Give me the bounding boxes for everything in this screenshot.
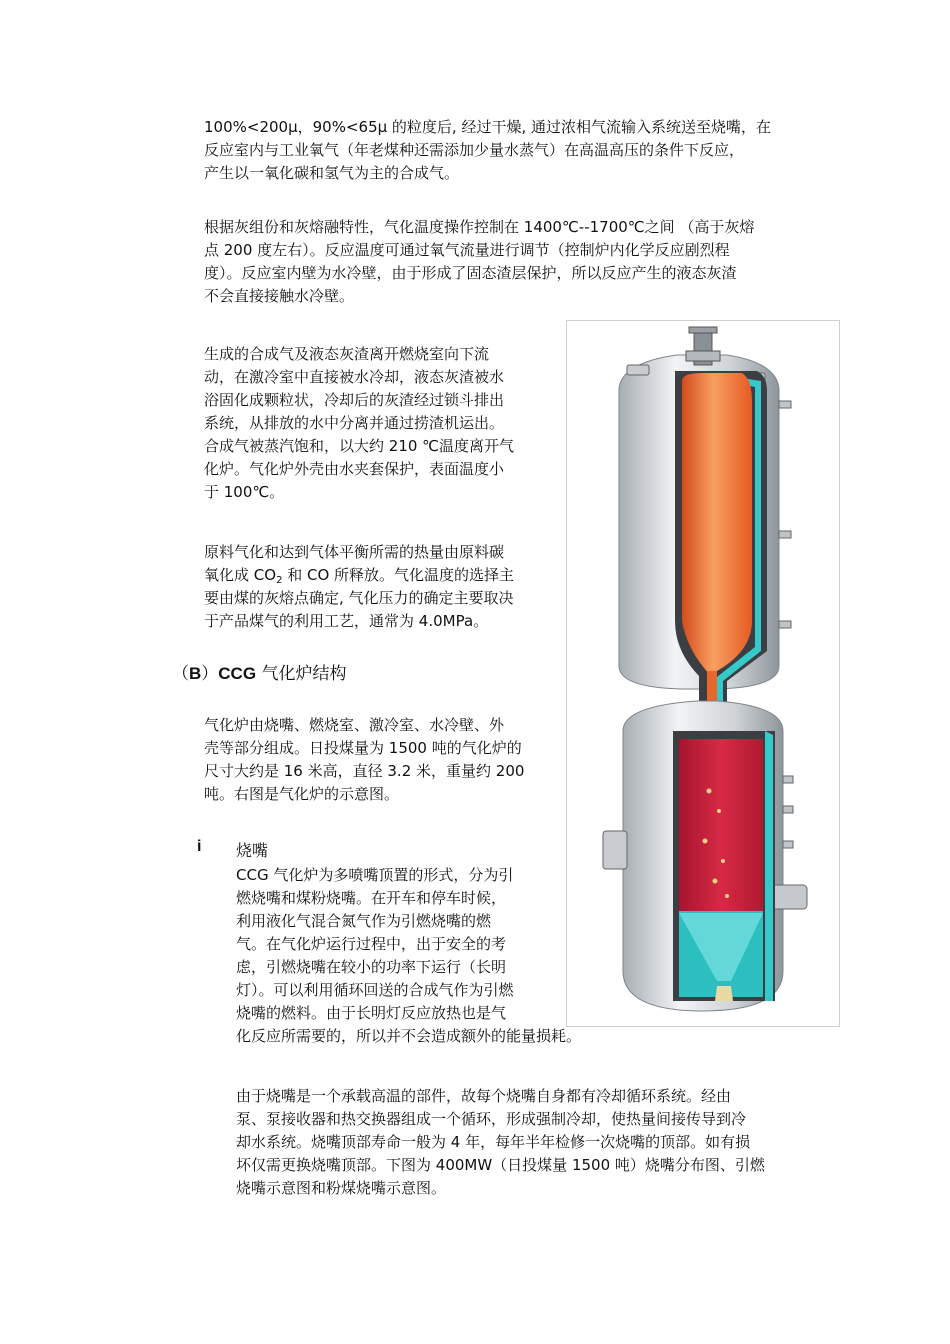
- heading-rest: 气化炉结构: [256, 664, 347, 684]
- p7-line-3: 却水系统。烧嘴顶部寿命一般为 4 年，每年半年检修一次烧嘴的顶部。如有损: [236, 1133, 751, 1151]
- p7-line-4: 坏仅需更换烧嘴顶部。下图为 400MW（日投煤量 1500 吨）烧嘴分布图、引燃: [236, 1156, 765, 1174]
- p5-line-2: 壳等部分组成。日投煤量为 1500 吨的气化炉的: [204, 739, 522, 757]
- p6-line-7: 烧嘴的燃料。由于长明灯反应放热也是气: [236, 1004, 507, 1022]
- p3-line-6: 化炉。气化炉外壳由水夹套保护，表面温度小: [204, 460, 505, 478]
- gasifier-illustration: [567, 321, 839, 1026]
- paragraph-5: [204, 714, 556, 806]
- p3-line-3: 浴固化成颗粒状，冷却后的灰渣经过锁斗排出: [204, 391, 505, 409]
- paragraph-7: [236, 1085, 816, 1200]
- p3-line-7: 于 100℃。: [204, 483, 285, 501]
- paragraph-2: [204, 216, 816, 308]
- p6-line-3: 利用液化气混合氮气作为引燃烧嘴的燃: [236, 912, 492, 930]
- p1-line-3: 产生以一氧化碳和氢气为主的合成气。: [204, 164, 460, 182]
- p3-line-5: 合成气被蒸汽饱和，以大约 210 ℃温度离开气: [204, 437, 515, 455]
- p3-line-2: 动，在激冷室中直接被水冷却，液态灰渣被水: [204, 368, 505, 386]
- p1-line-1: 100%<200μ，90%<65μ 的粒度后, 经过干燥, 通过浓相气流输入系统送至烧嘴，在: [204, 118, 772, 136]
- p4-line-3: 要由煤的灰熔点确定, 气化压力的确定主要取决: [204, 589, 514, 607]
- p4-line-2: [204, 564, 556, 587]
- burner-nozzle: [686, 327, 720, 365]
- p6-line-4: 气。在气化炉运行过程中，出于安全的考: [236, 935, 507, 953]
- p3-line-4: 系统，从排放的水中分离并通过捞渣机运出。: [204, 414, 505, 432]
- p5-line-1: 气化炉由烧嘴、燃烧室、激冷室、水冷壁、外: [204, 716, 505, 734]
- p6-line-6: 灯）。可以利用循环回送的合成气作为引燃: [236, 981, 514, 999]
- heading-mid: ）: [201, 664, 219, 684]
- p7-line-5: 烧嘴示意图和粉煤烧嘴示意图。: [236, 1179, 447, 1197]
- p2-line-3: 度）。反应室内壁为水冷壁，由于形成了固态渣层保护，所以反应产生的液态灰渣: [204, 264, 737, 282]
- list-marker: i: [197, 838, 202, 855]
- paragraph-4: [204, 541, 556, 633]
- p4-line-1: 原料气化和达到气体平衡所需的热量由原料碳: [204, 543, 505, 561]
- p2-line-1: 根据灰组份和灰熔融特性，气化温度操作控制在 1400℃--1700℃之间 （高于灰熔: [204, 218, 755, 236]
- p6-line-2: 燃烧嘴和煤粉烧嘴。在开车和停车时候，: [236, 889, 507, 907]
- quench-chamber: [673, 731, 775, 1001]
- paragraph-1: [204, 116, 816, 185]
- p5-line-3: 尺寸大约是 16 米高，直径 3.2 米，重量约 200: [204, 762, 525, 780]
- p6-line-1: CCG 气化炉为多喷嘴顶置的形式，分为引: [236, 866, 514, 884]
- p6-line-8: 化反应所需要的，所以并不会造成额外的能量损耗。: [236, 1027, 582, 1045]
- heading-prefix: （: [172, 664, 189, 684]
- section-heading: [172, 662, 346, 686]
- p2-line-4: 不会直接接触水冷壁。: [204, 287, 355, 305]
- side-manhole: [603, 831, 627, 869]
- p7-line-2: 泵、泵接收器和热交换器组成一个循环，形成强制冷却，使热量间接传导到冷: [236, 1110, 747, 1128]
- p2-line-2: 点 200 度左右）。反应温度可通过氧气流量进行调节（控制炉内化学反应剧烈程: [204, 241, 730, 259]
- paragraph-3: [204, 343, 556, 504]
- heading-letter: B: [189, 664, 202, 683]
- p4-line-4: 于产品煤气的利用工艺，通常为 4.0MPa。: [204, 612, 489, 630]
- p5-line-4: 吨。右图是气化炉的示意图。: [204, 785, 400, 803]
- co2-subscript: 2: [276, 575, 283, 586]
- gasifier-figure: [566, 320, 840, 1027]
- p4-line-2-a: 氧化成 CO: [204, 566, 277, 584]
- p4-line-2-b: 和 CO 所释放。气化温度的选择主: [282, 566, 515, 584]
- p3-line-1: 生成的合成气及液态灰渣离开燃烧室向下流: [204, 345, 490, 363]
- p1-line-2: 反应室内与工业氧气（年老煤种还需添加少量水蒸气）在高温高压的条件下反应，: [204, 141, 745, 159]
- p7-line-1: 由于烧嘴是一个承载高温的部件，故每个烧嘴自身都有冷却循环系统。经由: [236, 1087, 732, 1105]
- p6-line-5: 虑，引燃烧嘴在较小的功率下运行（长明: [236, 958, 507, 976]
- item-title: 烧嘴: [236, 841, 269, 860]
- heading-bold: CCG: [218, 664, 257, 683]
